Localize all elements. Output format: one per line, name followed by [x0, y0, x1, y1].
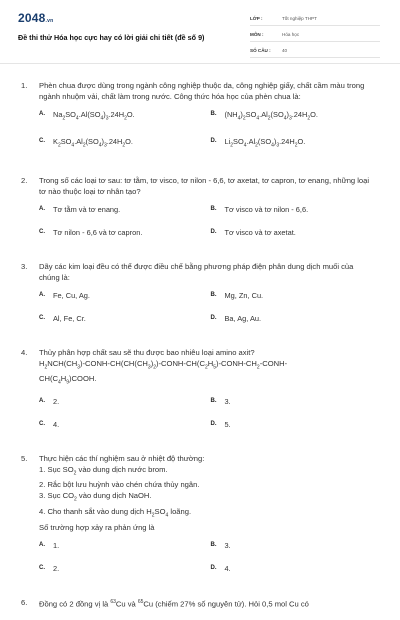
answer-text: Mg, Zn, Cu.	[224, 290, 264, 300]
answer-text: Tơ visco và tơ axetat.	[224, 227, 296, 237]
answer-letter: B.	[210, 541, 217, 548]
answer-letter: D.	[210, 420, 217, 427]
answer-text: 5.	[224, 419, 231, 429]
answer-letter: C.	[39, 314, 45, 321]
answer-text: 1.	[53, 540, 60, 550]
question-text	[39, 597, 374, 610]
brand-name: 2048	[18, 11, 46, 25]
answer-letter: A.	[39, 397, 45, 404]
answer-letter: B.	[210, 291, 217, 298]
answer-letter: A.	[39, 111, 45, 117]
question-item	[0, 175, 400, 250]
answer-text: Al, Fe, Cr.	[53, 313, 86, 323]
meta-row	[250, 44, 380, 58]
answer-options	[39, 290, 374, 336]
answer-option[interactable]	[39, 204, 207, 215]
question-line: $H_2NCH(CH_3)-CONH-CH(CH(CH_3)_2)-CONH-CH(C_2H_5)-CONH-CH_2-CONH-$	[39, 358, 288, 371]
answer-option[interactable]	[207, 136, 375, 151]
answer-option[interactable]	[207, 563, 375, 574]
answer-option[interactable]	[39, 227, 207, 238]
answer-letter: C.	[39, 420, 45, 427]
answer-option[interactable]	[207, 227, 375, 238]
answer-letter: D.	[210, 314, 217, 321]
answer-text: Ba, Ag, Au.	[224, 313, 262, 323]
exam-meta	[250, 12, 380, 60]
brand-logo[interactable]	[18, 11, 53, 25]
answer-text: Tơ nilon - 6,6 và tơ capron.	[53, 227, 143, 237]
question-text	[39, 347, 374, 389]
answer-letter: C.	[39, 138, 45, 145]
question-line: 3. Sục $CO_2$ vào dung dịch NaOH.	[39, 491, 152, 503]
question-number: 3.	[21, 261, 28, 271]
question-line: 1. Sục $SO_2$ vào dung dịch nước brom.	[39, 464, 168, 477]
answer-options	[39, 204, 374, 250]
answer-text: 2.	[53, 563, 60, 573]
question-list	[0, 80, 400, 620]
answer-text: $K_2SO_4.Al_2(SO_4)_3.24H_2O$.	[53, 137, 133, 149]
answer-text: 3.	[224, 540, 231, 550]
question-line: 4. Cho thanh sắt vào dung dịch $H_2SO_4$ loãng.	[39, 507, 192, 519]
question-number: 2.	[21, 175, 28, 185]
meta-value: 40	[282, 48, 288, 53]
answer-options	[39, 540, 374, 586]
question-line: $CH(C_4H_9)COOH$.	[39, 374, 97, 386]
answer-option[interactable]	[207, 419, 375, 430]
answer-text: $Li_2SO_4.Al_2(SO_4)_3.24H_2O$.	[224, 137, 306, 149]
answer-text: $Na_2SO_4.Al(SO_4)_3.24H_2O$.	[53, 110, 135, 122]
answer-letter: C.	[39, 228, 45, 235]
question-text: Phèn chua được dùng trong ngành công nghiệp thuộc da, công nghiệp giấy, chất cầm màu trong ngành nhuộm vải, chất làm trong nước. Công thức hóa học của phèn chua là:	[39, 81, 365, 101]
question-text	[39, 453, 374, 533]
answer-option[interactable]	[207, 204, 375, 215]
answer-text: 4.	[224, 563, 231, 573]
answer-letter: D.	[210, 564, 217, 571]
question-text: Dãy các kim loại đều có thể được điều chế bằng phương pháp điện phân dung dịch muối của chúng là:	[39, 261, 354, 282]
question-item	[0, 347, 400, 442]
answer-letter: B.	[210, 205, 217, 212]
answer-text: Fe, Cu, Ag.	[53, 290, 90, 300]
answer-option[interactable]	[39, 563, 207, 574]
question-line: Thủy phân hợp chất sau sẽ thu được bao nhiêu loại amino axit?	[39, 347, 255, 357]
question-number: 5.	[21, 453, 28, 463]
question-text: Trong số các loại tơ sau: tơ tằm, tơ visco, tơ nilon - 6,6, tơ axetat, tơ capron, tơ enang, những loại tơ nào thuộc loại tơ nhân tạo?	[39, 175, 370, 196]
question-item	[0, 80, 400, 164]
question-item	[0, 453, 400, 586]
exam-title: Đề thi thử Hóa học cực hay có lời giải chi tiết (đề số 9)	[18, 33, 205, 42]
answer-option[interactable]	[39, 136, 207, 151]
answer-letter: A.	[39, 205, 45, 212]
answer-option[interactable]	[39, 290, 207, 301]
answer-option[interactable]	[39, 109, 207, 124]
answer-letter: D.	[210, 228, 217, 235]
question-number: 1.	[21, 81, 28, 90]
meta-row	[250, 28, 380, 42]
meta-label: MÔN :	[250, 32, 264, 37]
answer-option[interactable]	[39, 396, 207, 407]
answer-options	[39, 396, 374, 442]
meta-label: LỚP :	[250, 16, 263, 21]
question-line: 2. Rắc bột lưu huỳnh vào chén chứa thủy ngân.	[39, 480, 200, 490]
meta-value: Hóa học	[282, 32, 300, 37]
answer-letter: B.	[210, 111, 217, 117]
answer-text: 4.	[53, 419, 60, 429]
meta-row	[250, 12, 380, 26]
answer-letter: B.	[210, 397, 217, 404]
answer-letter: C.	[39, 564, 45, 571]
answer-text: $(NH_4)_2SO_4.Al_2(SO_4)_3.24H_2O$.	[224, 110, 318, 122]
answer-option[interactable]	[207, 109, 375, 124]
answer-text: 2.	[53, 396, 60, 406]
answer-letter: D.	[210, 138, 217, 145]
answer-option[interactable]	[207, 290, 375, 301]
header-divider	[0, 63, 400, 64]
question-number: 4.	[21, 347, 28, 357]
answer-option[interactable]	[207, 313, 375, 324]
answer-letter: A.	[39, 291, 45, 298]
question-line: Số trường hợp xảy ra phản ứng là	[39, 522, 155, 532]
question-item	[0, 597, 400, 610]
question-line: Thực hiện các thí nghiệm sau ở nhiệt độ thường:	[39, 453, 205, 463]
answer-text: Tơ tằm và tơ enang.	[53, 204, 121, 214]
answer-option[interactable]	[39, 419, 207, 430]
answer-option[interactable]	[39, 540, 207, 551]
question-number: 6.	[21, 597, 28, 607]
answer-options	[39, 109, 374, 164]
answer-text: Tơ visco và tơ nilon - 6,6.	[224, 204, 309, 214]
meta-value: Tốt nghiệp THPT	[282, 16, 317, 21]
answer-option[interactable]	[207, 540, 375, 551]
question-line: Đồng có 2 đồng vị là $^{63}$Cu và $^{65}$Cu (chiếm 27% số nguyên tử). Hỏi 0,5 mol Cu có	[39, 598, 309, 609]
answer-text: 3.	[224, 396, 231, 406]
page-header	[0, 0, 400, 58]
meta-label: SỐ CÂU :	[250, 48, 271, 53]
brand-suffix: .vn	[45, 18, 54, 24]
question-item	[0, 261, 400, 336]
answer-option[interactable]	[207, 396, 375, 407]
answer-option[interactable]	[39, 313, 207, 324]
answer-letter: A.	[39, 541, 45, 548]
